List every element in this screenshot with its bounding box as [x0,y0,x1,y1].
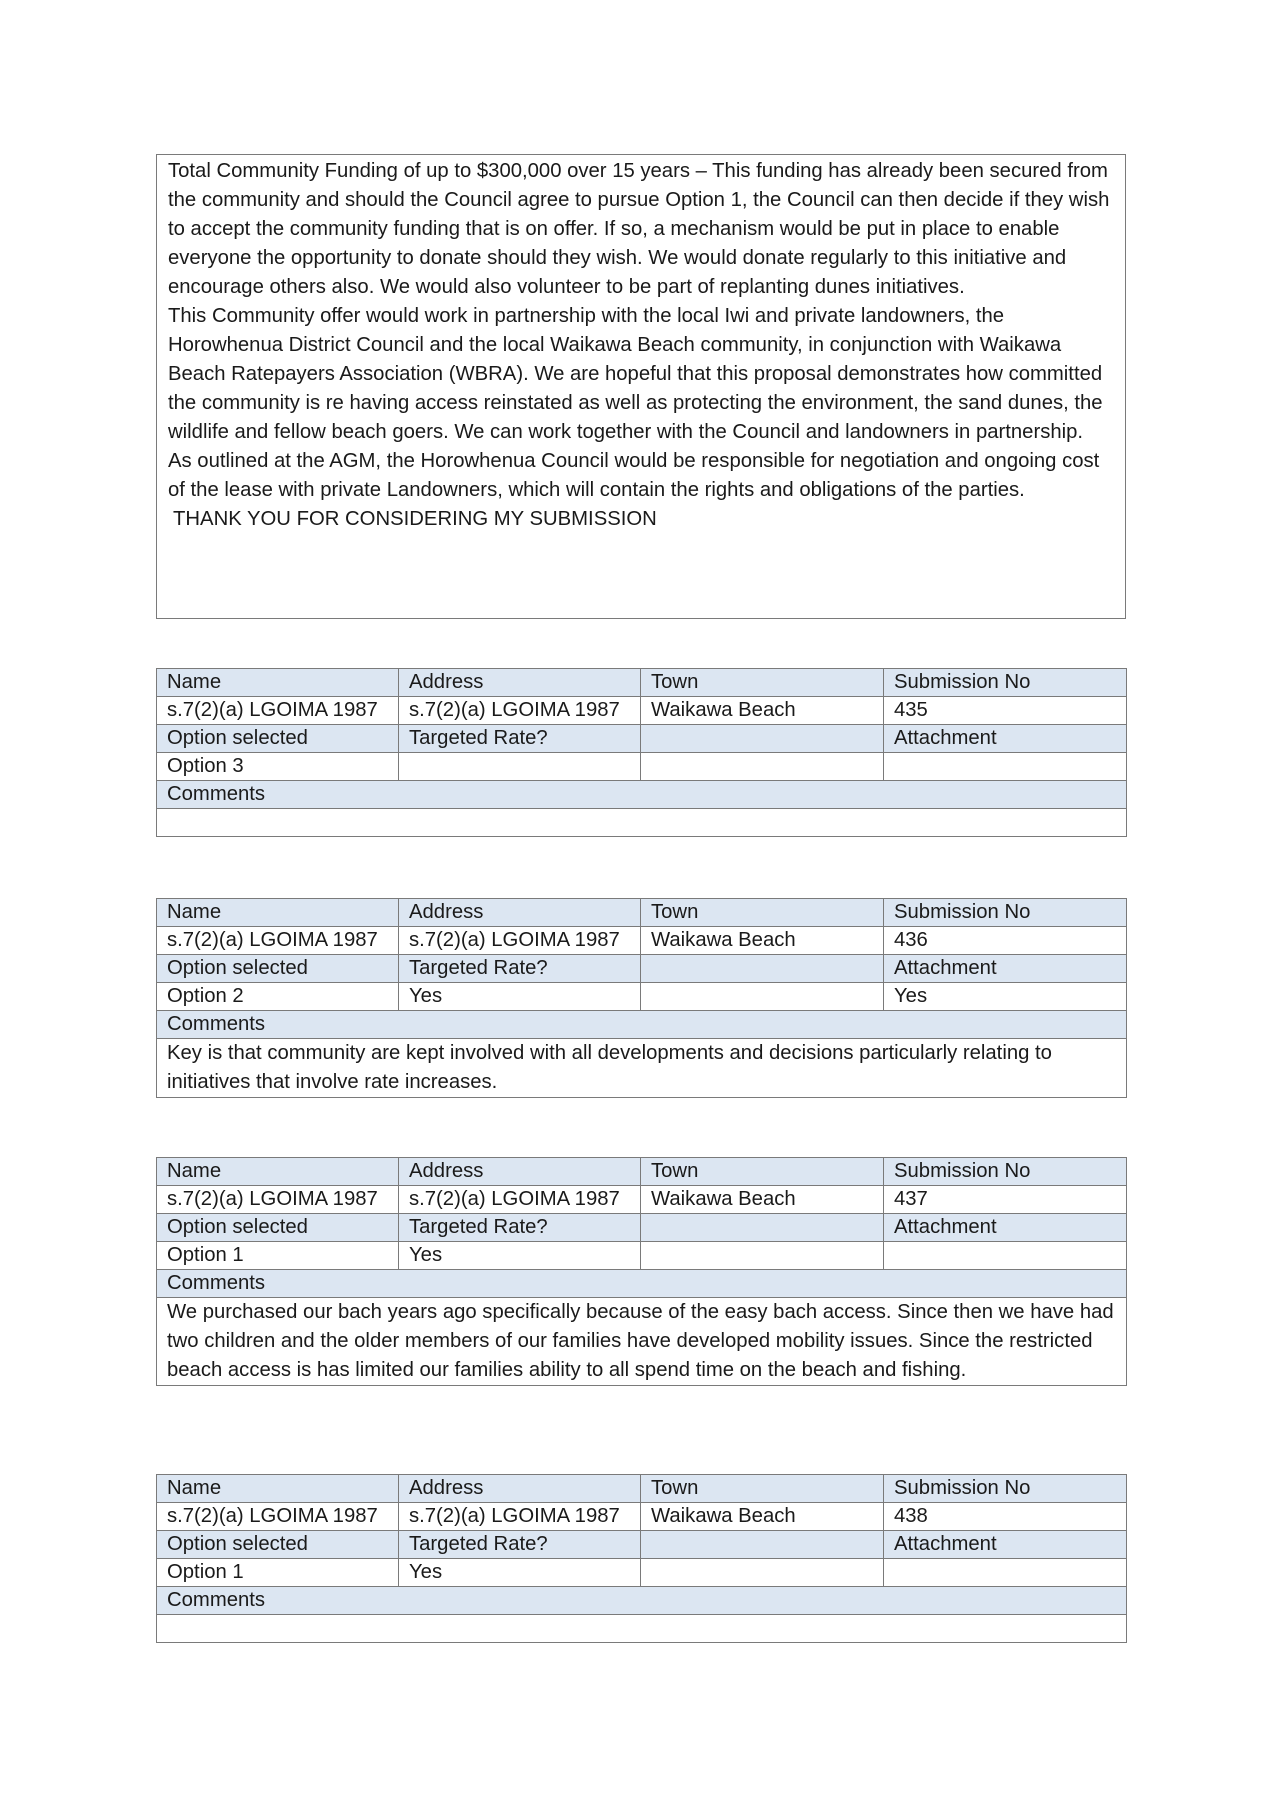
submission-table-435 [156,668,1127,837]
option-header-row [157,725,1127,753]
submission-no-label: Submission No [884,1475,1127,1503]
comments-row [157,1039,1127,1098]
name-label: Name [157,899,399,927]
comment-text: Key is that community are kept involved with all developments and decisions particularly relating to initiatives that involve rate increases. [157,1039,1127,1098]
address-label: Address [399,1158,641,1186]
option-selected-label: Option selected [157,1214,399,1242]
address-value: s.7(2)(a) LGOIMA 1987 [399,927,641,955]
comment-text [157,809,1127,837]
town-label: Town [641,1475,884,1503]
blank-cell [641,1214,884,1242]
option-value: Option 3 [157,753,399,781]
name-label: Name [157,1158,399,1186]
submission-no-value: 435 [884,697,1127,725]
header-row [157,1475,1127,1503]
attachment-value [884,1559,1127,1587]
attachment-value [884,1242,1127,1270]
submission-no-label: Submission No [884,1158,1127,1186]
targeted-rate-label: Targeted Rate? [399,1214,641,1242]
submission-no-value: 436 [884,927,1127,955]
targeted-rate-value: Yes [399,983,641,1011]
submission-no-value: 437 [884,1186,1127,1214]
option-selected-label: Option selected [157,725,399,753]
targeted-rate-label: Targeted Rate? [399,725,641,753]
comments-label: Comments [157,1011,1127,1039]
comments-label: Comments [157,1270,1127,1298]
submission-table-436 [156,898,1127,1098]
comments-row [157,1615,1127,1643]
community-funding-statement [156,154,1126,619]
comments-header-row [157,781,1127,809]
statement-paragraph: This Community offer would work in partnership with the local Iwi and private landowners, the Horowhenua District Council and the local Waikawa Beach community, in conjunction with Waikawa Beach Ratepayers Association (WBRA). We are hopeful that this proposal demonstrates how committed the community is re having access reinstated as well as protecting the environment, the sand dunes, the wildlife and fellow beach goers. We can work together with the Council and landowners in partnership. [168,305,1103,443]
option-row [157,1242,1127,1270]
comments-header-row [157,1011,1127,1039]
attachment-label: Attachment [884,955,1127,983]
attachment-label: Attachment [884,725,1127,753]
option-value: Option 2 [157,983,399,1011]
targeted-rate-label: Targeted Rate? [399,1531,641,1559]
address-label: Address [399,1475,641,1503]
submission-no-value: 438 [884,1503,1127,1531]
town-label: Town [641,899,884,927]
statement-paragraph: Total Community Funding of up to $300,000 over 15 years – This funding has already been secured from the community and should the Council agree to pursue Option 1, the Council can then decide if they wish to accept the community funding that is on offer. If so, a mechanism would be put in place to enable everyone the opportunity to donate should they wish. We would donate regularly to this initiative and encourage others also. We would also volunteer to be part of replanting dunes initiatives. [168,160,1110,298]
town-value: Waikawa Beach [641,927,884,955]
address-value: s.7(2)(a) LGOIMA 1987 [399,697,641,725]
option-selected-label: Option selected [157,1531,399,1559]
comments-row [157,1298,1127,1386]
town-label: Town [641,1158,884,1186]
option-selected-label: Option selected [157,955,399,983]
submission-no-label: Submission No [884,669,1127,697]
name-label: Name [157,1475,399,1503]
address-value: s.7(2)(a) LGOIMA 1987 [399,1503,641,1531]
comments-header-row [157,1587,1127,1615]
option-value: Option 1 [157,1242,399,1270]
header-row [157,1158,1127,1186]
comments-label: Comments [157,781,1127,809]
option-header-row [157,1214,1127,1242]
blank-cell [641,983,884,1011]
comment-text [157,1615,1127,1643]
submission-no-label: Submission No [884,899,1127,927]
blank-cell [641,1242,884,1270]
comments-label: Comments [157,1587,1127,1615]
submission-table-438 [156,1474,1127,1643]
thank-you-line: THANK YOU FOR CONSIDERING MY SUBMISSION [173,508,657,530]
name-value: s.7(2)(a) LGOIMA 1987 [157,1503,399,1531]
name-value: s.7(2)(a) LGOIMA 1987 [157,697,399,725]
targeted-rate-value: Yes [399,1559,641,1587]
attachment-label: Attachment [884,1214,1127,1242]
name-value: s.7(2)(a) LGOIMA 1987 [157,927,399,955]
statement-paragraph: As outlined at the AGM, the Horowhenua Council would be responsible for negotiation and ongoing cost of the lease with private Landowners, which will contain the rights and obligations of the parties. [168,450,1100,501]
blank-cell [641,725,884,753]
option-value: Option 1 [157,1559,399,1587]
address-label: Address [399,899,641,927]
attachment-label: Attachment [884,1531,1127,1559]
details-row [157,697,1127,725]
blank-cell [641,1531,884,1559]
blank-cell [641,955,884,983]
details-row [157,927,1127,955]
option-header-row [157,1531,1127,1559]
town-label: Town [641,669,884,697]
submission-table-437 [156,1157,1127,1386]
option-row [157,753,1127,781]
targeted-rate-value: Yes [399,1242,641,1270]
option-row [157,983,1127,1011]
town-value: Waikawa Beach [641,697,884,725]
targeted-rate-value [399,753,641,781]
attachment-value [884,753,1127,781]
details-row [157,1186,1127,1214]
address-label: Address [399,669,641,697]
option-row [157,1559,1127,1587]
details-row [157,1503,1127,1531]
name-label: Name [157,669,399,697]
address-value: s.7(2)(a) LGOIMA 1987 [399,1186,641,1214]
comment-text: We purchased our bach years ago specifically because of the easy bach access. Since then we have had two children and the older members of our families have developed mobility issues. Since the restricted beach access is has limited our families ability to all spend time on the beach and fishing. [157,1298,1127,1386]
header-row [157,669,1127,697]
name-value: s.7(2)(a) LGOIMA 1987 [157,1186,399,1214]
blank-cell [641,1559,884,1587]
town-value: Waikawa Beach [641,1503,884,1531]
comments-header-row [157,1270,1127,1298]
blank-cell [641,753,884,781]
attachment-value: Yes [884,983,1127,1011]
town-value: Waikawa Beach [641,1186,884,1214]
targeted-rate-label: Targeted Rate? [399,955,641,983]
comments-row [157,809,1127,837]
header-row [157,899,1127,927]
option-header-row [157,955,1127,983]
